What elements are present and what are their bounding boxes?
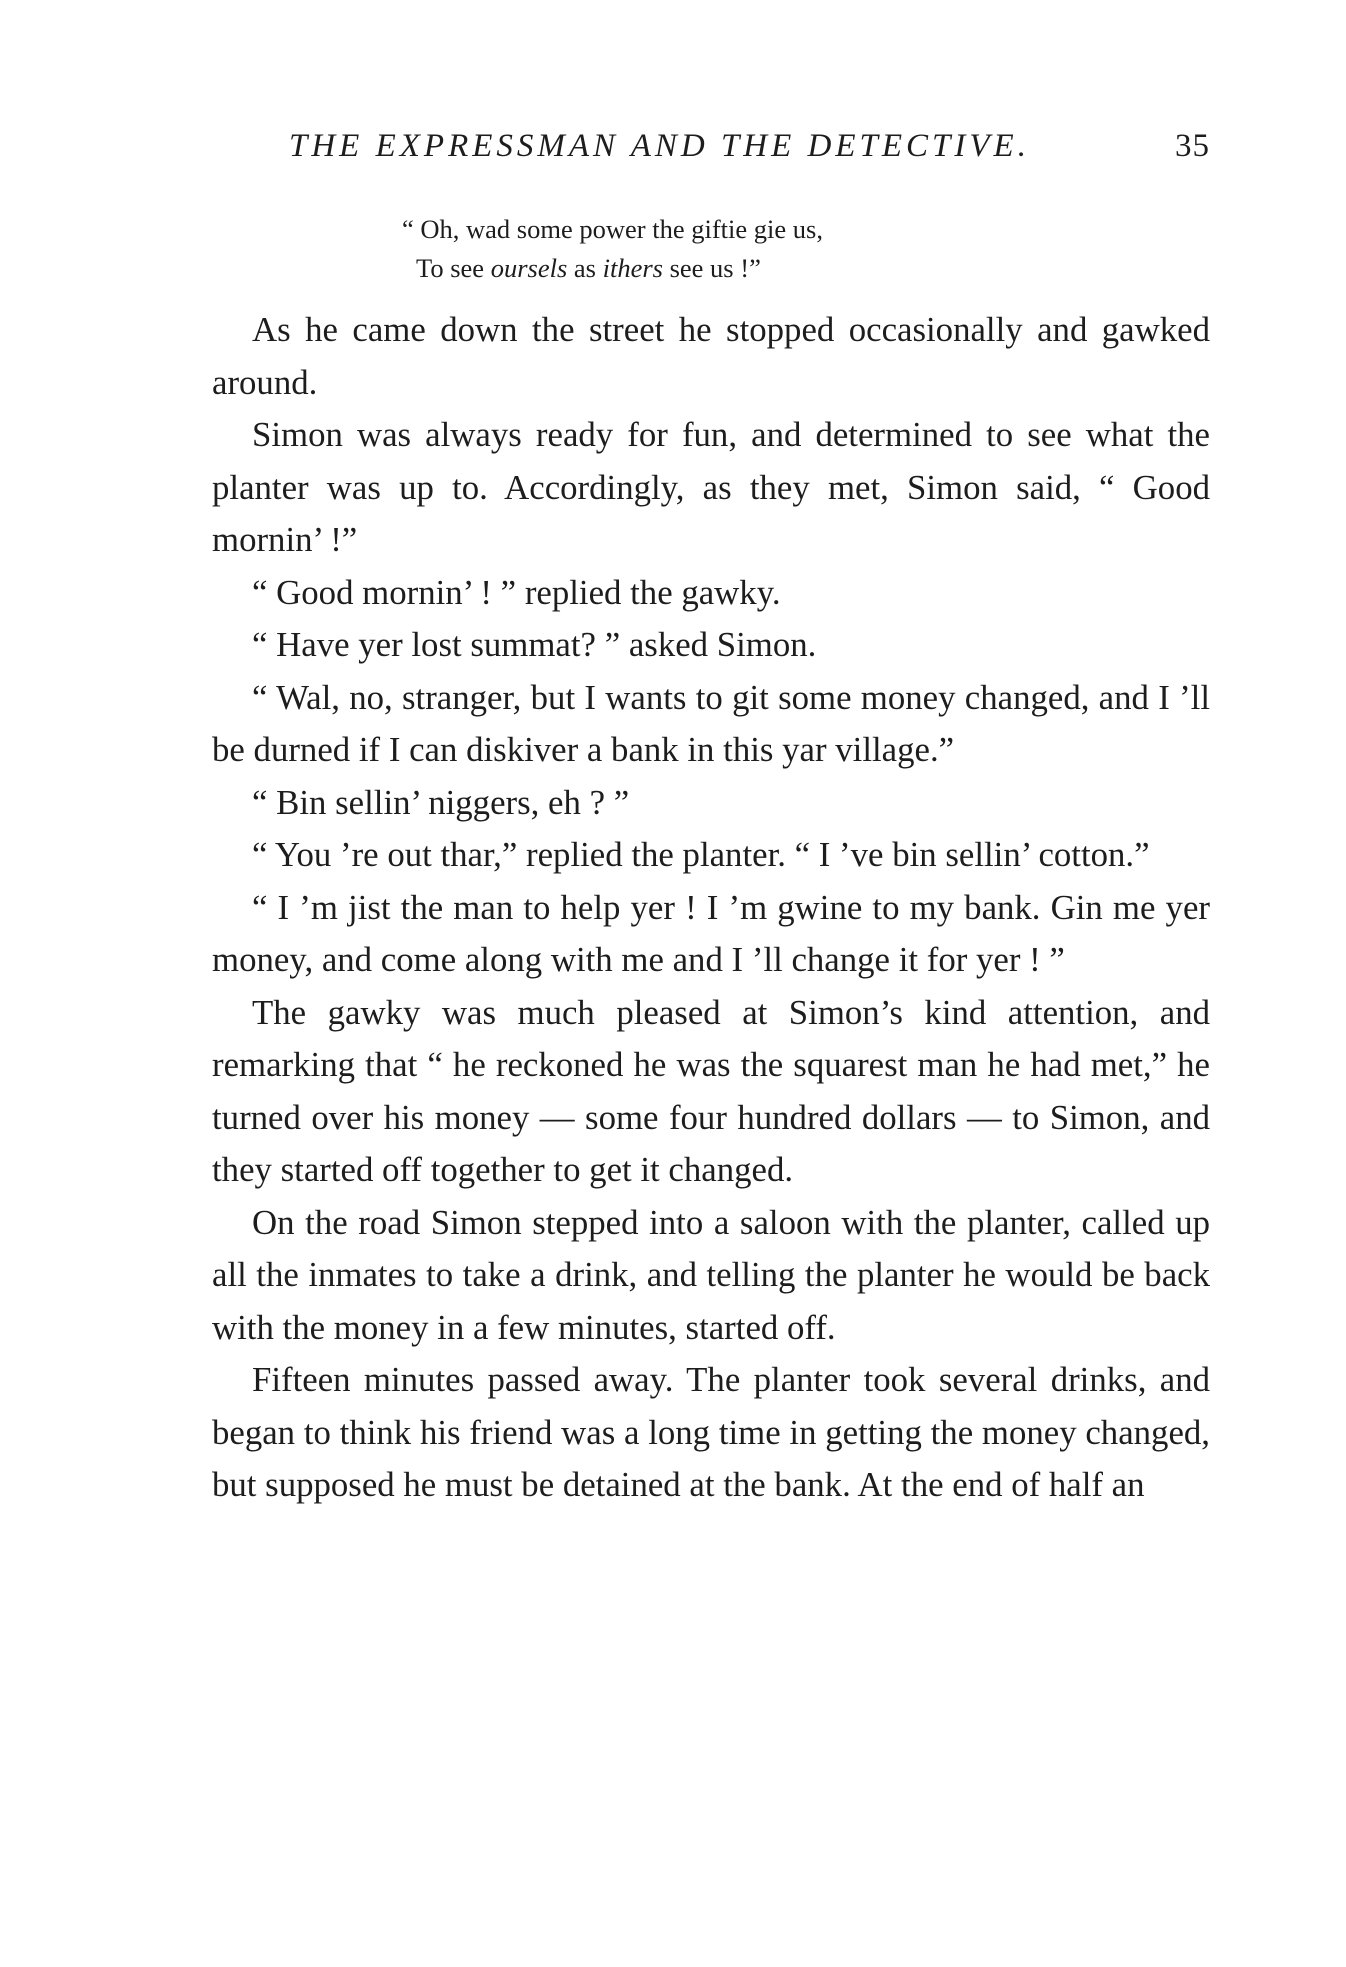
- paragraph: On the road Simon stepped into a saloon with the planter, called up all the inmates to take a drink, and telling the planter he would be back with the money in a few minutes, started off.: [212, 1202, 1210, 1347]
- body-text: [212, 304, 1210, 1512]
- epigraph-italic-word: oursels: [490, 253, 568, 283]
- paragraph: Simon was always ready for fun, and determined to see what the planter was up to. Accordingly, as they met, Simon said, “ Good mornin’ !”: [212, 415, 1210, 559]
- book-page: [212, 128, 1210, 1512]
- epigraph-line-2: [402, 249, 1210, 288]
- paragraph: “ You ’re out thar,” replied the planter. “ I ’ve bin sellin’ cotton.”: [252, 835, 1150, 874]
- paragraph: “ Have yer lost summat? ” asked Simon.: [252, 625, 817, 664]
- running-title: THE EXPRESSMAN AND THE DETECTIVE.: [289, 128, 1030, 164]
- epigraph: [402, 210, 1210, 288]
- epigraph-text: as: [567, 253, 603, 283]
- paragraph: The gawky was much pleased at Simon’s kind attention, and remarking that “ he reckoned he was the squarest man he had met,” he turned over his money — some four hundred dollars — to Simon, and they started off together to get it changed.: [212, 992, 1210, 1189]
- paragraph: Fifteen minutes passed away. The planter took several drinks, and began to think his friend was a long time in getting the money changed, but supposed he must be detained at the bank. At the end of half an: [212, 1360, 1210, 1504]
- running-head: [212, 128, 1210, 168]
- paragraph: “ Good mornin’ ! ” replied the gawky.: [252, 572, 781, 612]
- paragraph: As he came down the street he stopped occasionally and gawked around.: [212, 310, 1210, 402]
- paragraph: “ Bin sellin’ niggers, eh ? ”: [252, 782, 630, 822]
- paragraph: “ Wal, no, stranger, but I wants to git some money changed, and I ’ll be durned if I can diskiver a bank in this yar village.”: [212, 677, 1210, 769]
- page-number: 35: [1175, 128, 1210, 164]
- paragraph: “ I ’m jist the man to help yer ! I ’m gwine to my bank. Gin me yer money, and come along with me and I ’ll change it for yer ! ”: [212, 887, 1210, 979]
- epigraph-text: see us !”: [662, 253, 761, 283]
- epigraph-text: To see: [416, 253, 491, 283]
- epigraph-line-1: “ Oh, wad some power the giftie gie us,: [402, 214, 823, 244]
- epigraph-italic-word: ithers: [602, 253, 663, 283]
